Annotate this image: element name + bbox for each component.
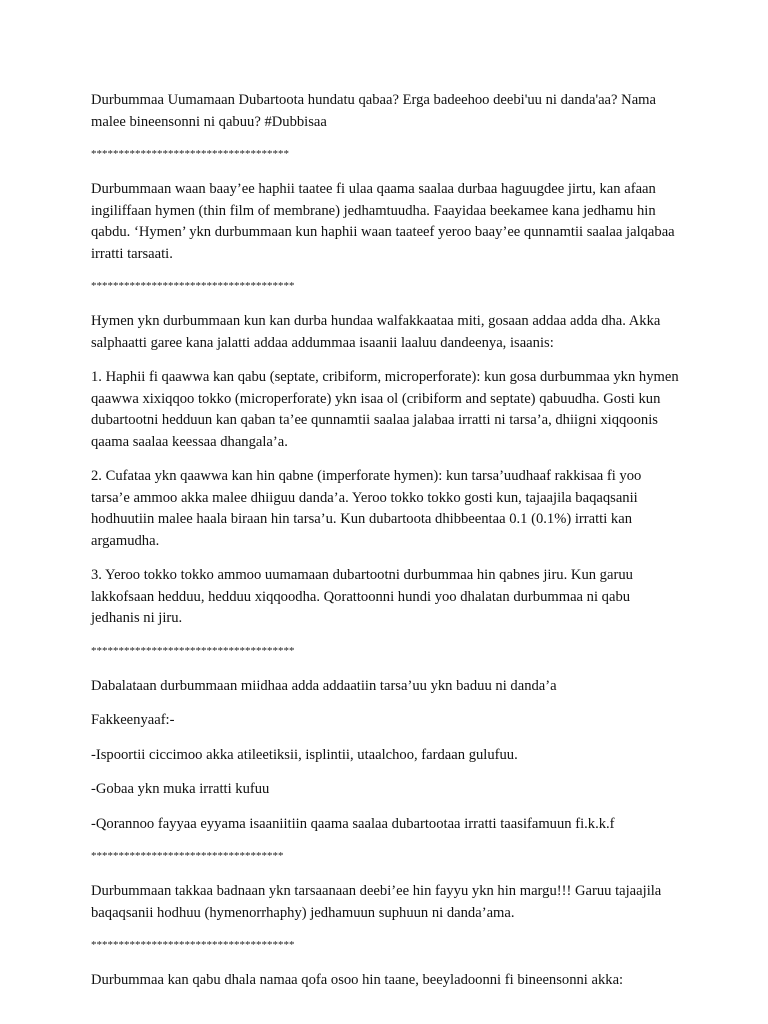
cause-item: -Ispoortii ciccimoo akka atileetiksii, isplintii, utaalchoo, fardaan gulufuu. [91,746,518,763]
paragraph-animals: Durbummaa kan qabu dhala namaa qofa osoo hin taane, beeyladoonni fi bineensonni akka: [91,972,624,988]
intro-paragraph: Durbummaa Uumamaan Dubartoota hundatu qabaa? Erga badeehoo deebi'uu ni danda'aa? Nama malee bineensonni ni qabuu? #Dubbisaa [91,92,657,130]
cause-item: -Qorannoo fayyaa eyyama isaaniitiin qaama saalaa dubartootaa irratti taasifamuun fi.k.k.f [91,815,615,832]
paragraph-hymen-types-intro: Hymen ykn durbummaan kun kan durba hundaa walfakkaataa miti, gosaan addaa adda dha. Akka salphaatti garee kana jalatti addaa addummaa isaanii laaluu dandeenya, isaanis: [91,313,661,351]
list-item-type-2: 2. Cufataa ykn qaawwa kan hin qabne (imperforate hymen): kun tarsa’uudhaaf rakkisaa fi yoo tarsa’e ammoo akka malee dhiiguu danda’a. Yeroo tokko tokko gosti kun, tajaajila baqaqsanii hodhuutiin malee haala biraan hin tarsa’u. Kun dubartoota dhibbeentaa 0.1 (0.1%) irratti kan argamudha. [91,468,642,549]
list-item-type-3: 3. Yeroo tokko tokko ammoo uumamaan dubartootni durbummaa hin qabnes jiru. Kun garuu lakkofsaan hedduu, hedduu xiqqoodha. Qorattoonni hundi yoo dhalatan durbummaa ni qabu jedhanis ni jiru. [91,567,633,626]
list-item-type-1: 1. Haphii fi qaawwa kan qabu (septate, cribiform, microperforate): kun gosa durbummaa ykn hymen qaawwa xixiqqoo tokko (microperforate) ykn isaa ol (cribiform and septate) qabuudha. Gosti kun dubartootni hedduun kan qaban ta’ee qunnamtii saalaa jalabaa irratti ni tarsa’a, dhiigni xiqqoonis qaama saalaa keessaa dhangala’a. [91,369,679,450]
paragraph-repair: Durbummaan takkaa badnaan ykn tarsaanaan deebi’ee hin fayyu ykn hin margu!!! Garuu tajaajila baqaqsanii hodhuu (hymenorrhaphy) jedhamuun suphuun ni danda’ama. [91,883,662,921]
separator: ************************************* [91,280,295,292]
document-body [91,90,681,1005]
paragraph-damage-causes: Dabalataan durbummaan miidhaa adda addaatiin tarsa’uu ykn baduu ni danda’a [91,677,557,694]
separator: *********************************** [91,850,284,862]
examples-heading: Fakkeenyaaf:- [91,712,175,728]
separator: ************************************ [91,148,289,160]
cause-item: -Gobaa ykn muka irratti kufuu [91,781,270,797]
paragraph-hymen-definition: Durbummaan waan baay’ee haphii taatee fi ulaa qaama saalaa durbaa haguugdee jirtu, kan afaan ingiliffaan hymen (thin film of membrane) jedhamtuudha. Faayidaa beekamee kana jedhamu hin qabdu. ‘Hymen’ ykn durbummaan kun haphii waan taateef yeroo baay’ee qunnamtii saalaa jalqabaa irratti tarsaati. [91,181,675,262]
separator: ************************************* [91,939,295,951]
separator: ************************************* [91,644,295,657]
